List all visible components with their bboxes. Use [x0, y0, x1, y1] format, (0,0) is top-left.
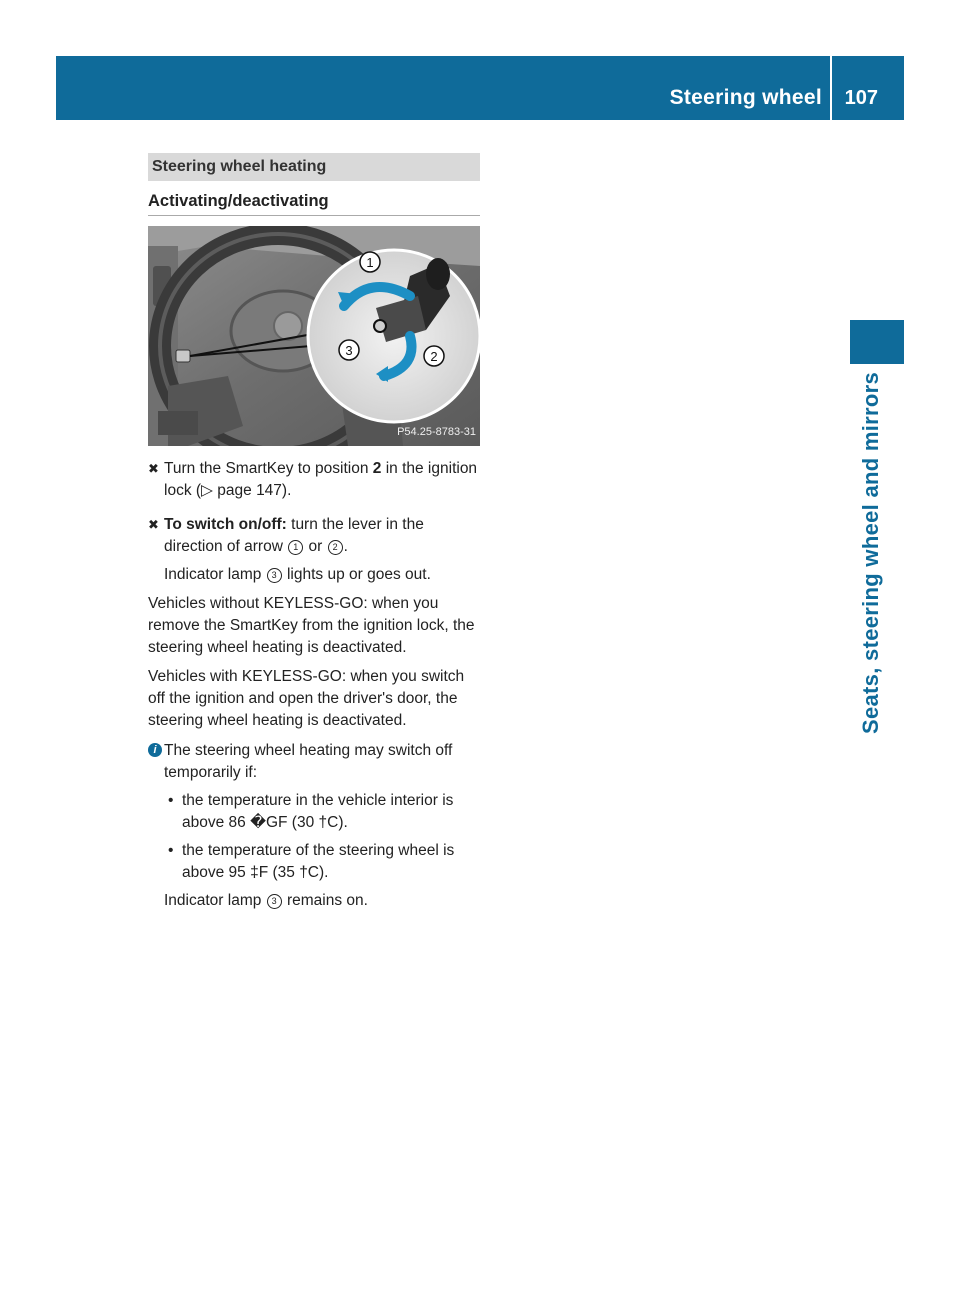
steering-wheel-illustration: [148, 226, 480, 446]
side-tab-marker: [850, 320, 904, 364]
section-title: Steering wheel heating: [148, 153, 480, 181]
callout-3: 3: [345, 343, 353, 358]
step1-text-b: in the ignition lock (: [164, 460, 478, 499]
info-bullet-1: [148, 790, 480, 834]
paragraph-with-keyless: Vehicles with KEYLESS-GO: when you switch off the ignition and open the driver's door, the steering wheel heating is deactivated.: [148, 668, 465, 729]
steering-wheel-figure: [148, 226, 480, 446]
bullet-text: the temperature in the vehicle interior is above 86 �GF (30 †C).: [182, 792, 454, 831]
side-tab-label: Seats, steering wheel and mirrors: [858, 372, 883, 735]
info-bullet-2: [148, 840, 480, 884]
step1-text: Turn the SmartKey to position: [164, 460, 373, 477]
bullet-icon: •: [168, 842, 174, 859]
step1-position: 2: [372, 460, 382, 477]
info-icon: i: [148, 743, 162, 757]
callout-1: 1: [366, 255, 374, 270]
callout-ref-2: 2: [328, 540, 343, 555]
paragraph-without-keyless: Vehicles without KEYLESS-GO: when you remove the SmartKey from the ignition lock, the steering wheel heating is deactivated.: [148, 595, 475, 656]
header-divider: [830, 56, 832, 120]
callout-ref-3: 3: [267, 894, 282, 909]
bullet-icon: •: [168, 792, 174, 809]
page-ref-icon: ▷: [201, 482, 213, 499]
closing-text-a: Indicator lamp: [164, 892, 266, 909]
info-intro: The steering wheel heating may switch off temporarily if:: [164, 742, 453, 781]
info-closing: [164, 890, 480, 912]
subsection-title: Activating/deactivating: [148, 190, 480, 216]
step1-page-ref: page 147).: [212, 482, 292, 499]
info-note: [148, 740, 480, 912]
closing-text-b: remains on.: [282, 892, 368, 909]
step-switch-on-off: [148, 514, 480, 586]
callout-ref-1: 1: [288, 540, 303, 555]
header-bar: [56, 56, 904, 120]
callout-2: 2: [430, 349, 438, 364]
callout-ref-3: 3: [267, 568, 282, 583]
result-text-b: lights up or goes out.: [282, 566, 431, 583]
header-title: Steering wheel: [669, 86, 822, 109]
main-column: [148, 153, 480, 912]
step2-text-c: .: [343, 538, 348, 555]
step-arrow-icon: ✖: [148, 461, 159, 476]
step2-result: [164, 564, 480, 586]
step-arrow-icon: ✖: [148, 517, 159, 532]
step2-label: To switch on/off:: [164, 516, 287, 533]
bullet-text: the temperature of the steering wheel is above 95 ‡F (35 †C).: [182, 842, 455, 881]
step2-text: turn the lever in the direction of arrow: [164, 516, 424, 555]
figure-code: P54.25-8783-31: [397, 426, 476, 438]
step2-text-b: or: [304, 538, 327, 555]
step-turn-smartkey: [148, 458, 480, 502]
page-number: 107: [844, 87, 878, 109]
result-text-a: Indicator lamp: [164, 566, 266, 583]
